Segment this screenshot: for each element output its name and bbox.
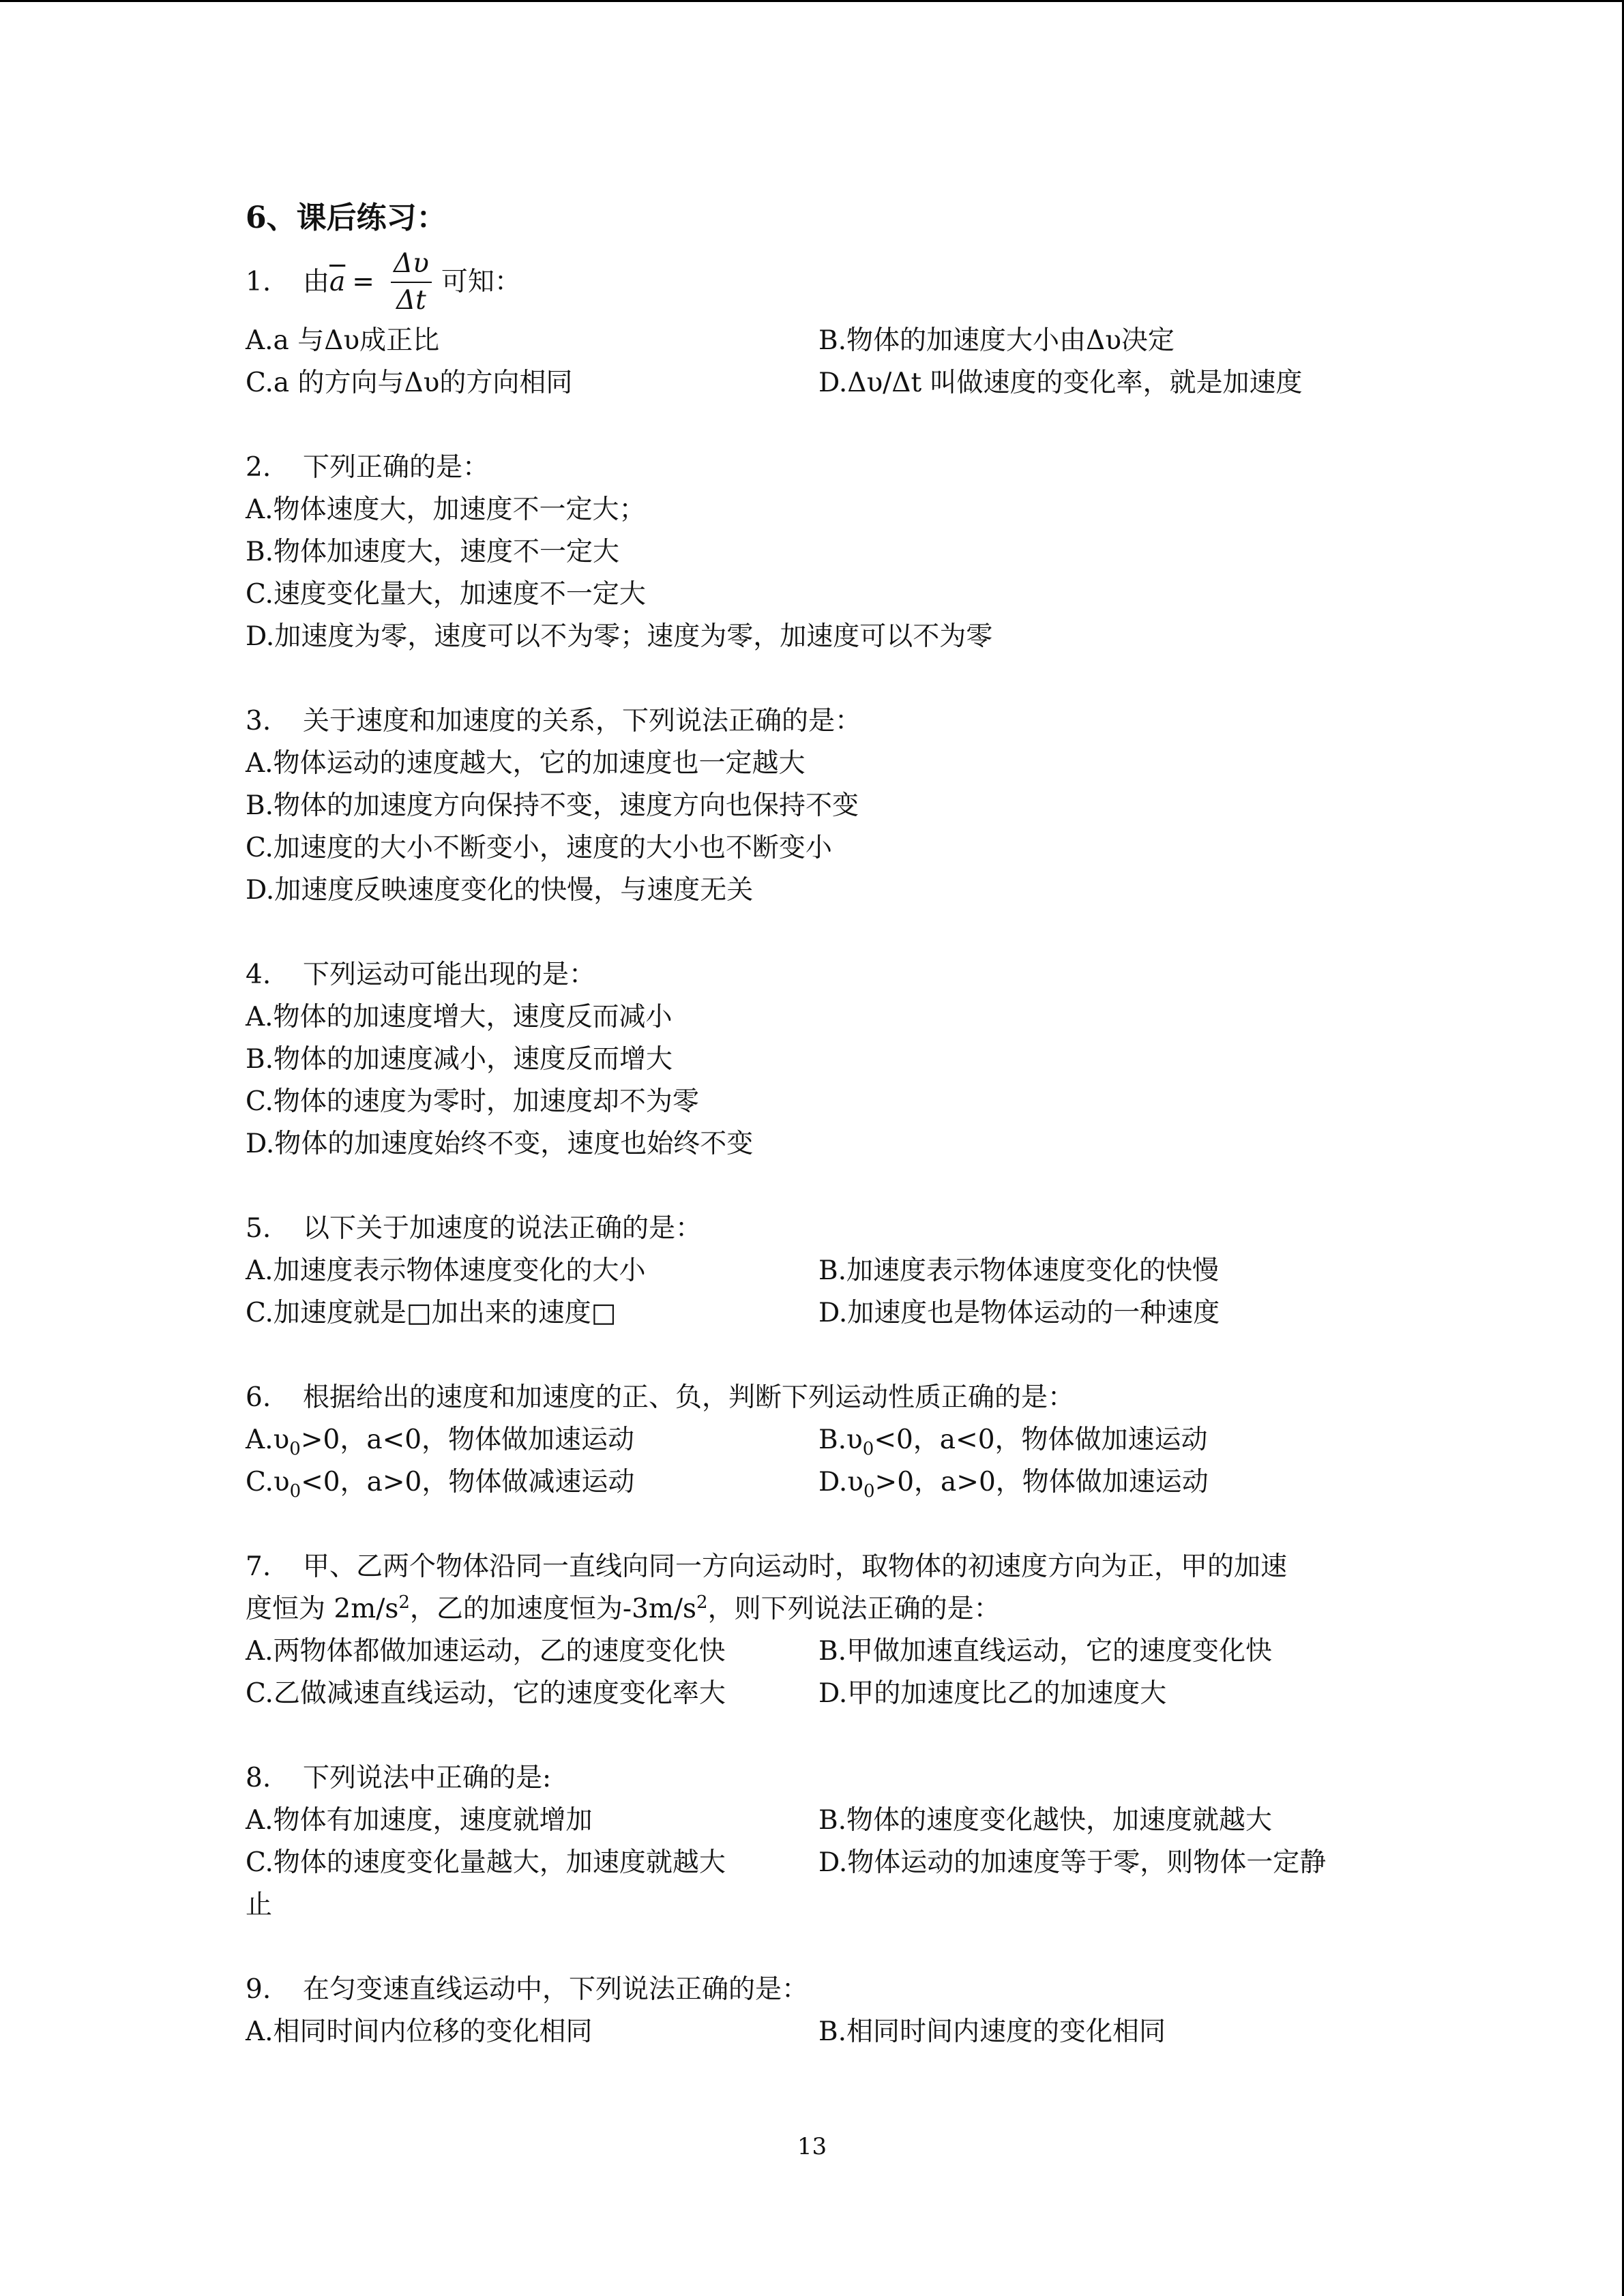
question-text: 以下关于加速度的说法正确的是： [303,1213,703,1244]
option-b: B.相同时间内速度的变化相同 [818,2016,1166,2047]
option-d: D.加速度为零，速度可以不为零；速度为零，加速度可以不为零 [246,621,993,652]
question-9-stem [246,1969,1378,2011]
options [246,2011,1378,2053]
option-a: A.相同时间内位移的变化相同 [246,2016,593,2047]
question-3-stem [246,700,1378,743]
option-a: A.物体的加速度增大，速度反而减小 [246,1002,673,1032]
question-1 [246,245,1378,404]
formula-average-acceleration: $\overline{a}$ [329,267,346,297]
option-c: C.乙做减速直线运动，它的速度变化率大 [246,1678,726,1709]
option-b: B.物体加速度大，速度不一定大 [246,537,620,567]
question-number: 9. [246,1974,271,2005]
formula-denominator: Δt [391,282,432,318]
question-8-stem [246,1757,1378,1800]
options [246,489,1378,658]
question-4 [246,954,1378,1165]
option-d: D.加速度也是物体运动的一种速度 [818,1298,1220,1328]
formula-equals: = [352,267,374,297]
question-text: 在匀变速直线运动中，下列说法正确的是： [303,1974,809,2005]
option-b: B.加速度表示物体速度变化的快慢 [818,1255,1220,1286]
question-number: 4. [246,959,271,990]
option-c: C.物体的速度变化量越大，加速度就越大 [246,1847,726,1878]
question-6 [246,1377,1378,1504]
option-d: D.Δυ/Δt 叫做速度的变化率，就是加速度 [818,368,1303,398]
formula-suffix: 可知： [441,267,521,297]
question-number: 2. [246,452,271,483]
option-b: B.物体的加速度方向保持不变，速度方向也保持不变 [246,790,859,821]
question-5-stem [246,1208,1378,1250]
option-a: $A.\upsilon_0>0$，a<0，物体做加速运动 [246,1425,635,1459]
question-text-line-2: 度恒为 $2m/s^2$，乙的加速度恒为$-3m/s^2$，则下列说法正确的是： [246,1592,1001,1624]
formula-numerator: Δυ [393,248,429,279]
option-a: A.物体运动的速度越大，它的加速度也一定越大 [246,748,806,779]
options [246,1250,1378,1335]
option-a: A.物体有加速度，速度就增加 [246,1805,593,1836]
question-text: 关于速度和加速度的关系，下列说法正确的是： [303,706,862,736]
question-number: 6. [246,1382,271,1413]
question-5 [246,1208,1378,1335]
formula-prefix: 由 [303,267,330,297]
question-7-stem [246,1546,1378,1630]
options [246,1800,1378,1884]
option-b: B.物体的加速度减小，速度反而增大 [246,1044,673,1075]
page-number: 13 [797,2133,827,2160]
option-c: $C.\upsilon_0<0$，a>0，物体做减速运动 [246,1467,635,1502]
question-number: 7. [246,1551,271,1582]
option-d: D.加速度反映速度变化的快慢，与速度无关 [246,875,754,906]
options [246,996,1378,1165]
option-d: D.物体的加速度始终不变，速度也始终不变 [246,1129,754,1159]
question-7 [246,1546,1378,1715]
question-8 [246,1757,1378,1926]
question-9 [246,1969,1378,2053]
question-number: 5. [246,1213,271,1244]
option-b: $B.\upsilon_0<0$，a<0，物体做加速运动 [818,1425,1208,1459]
exercise-content [246,194,1378,2096]
option-d: $D.\upsilon_0>0$，a>0，物体做加速运动 [818,1467,1209,1502]
options [246,1419,1378,1504]
question-text: 下列运动可能出现的是： [303,959,596,990]
option-d-continuation: 止 [246,1890,273,1920]
options [246,743,1378,912]
question-text-line-1: 甲、乙两个物体沿同一直线向同一方向运动时，取物体的初速度方向为正，甲的加速 [303,1551,1288,1582]
section-title: 6、课后练习： [246,200,447,235]
question-number: 3. [246,706,271,736]
options [246,1630,1378,1715]
question-3 [246,700,1378,912]
option-c: C.加速度的大小不断变小，速度的大小也不断变小 [246,833,832,863]
question-1-stem [246,245,1378,320]
option-b: B.甲做加速直线运动，它的速度变化快 [818,1636,1273,1667]
question-2 [246,447,1378,658]
option-d: D.甲的加速度比乙的加速度大 [818,1678,1167,1709]
option-c: C.物体的速度为零时，加速度却不为零 [246,1086,699,1117]
option-c: C.速度变化量大，加速度不一定大 [246,579,646,610]
option-b: B.物体的加速度大小由Δυ决定 [818,325,1175,356]
option-a: A.两物体都做加速运动，乙的速度变化快 [246,1636,726,1667]
option-a: A.a 与Δυ成正比 [246,325,440,356]
option-a: A.加速度表示物体速度变化的大小 [246,1255,646,1286]
options [246,320,1378,404]
question-6-stem [246,1377,1378,1419]
formula-fraction [388,246,434,318]
question-text: 下列说法中正确的是: [303,1763,552,1793]
option-b: B.物体的速度变化越快，加速度就越大 [818,1805,1273,1836]
option-a: A.物体速度大，加速度不一定大； [246,494,646,525]
question-2-stem [246,447,1378,489]
question-number: 1. [246,267,271,297]
option-c: C.加速度就是□加出来的速度□ [246,1298,617,1328]
question-text: 下列正确的是： [303,452,490,483]
question-number: 8. [246,1763,271,1793]
option-c: C.a 的方向与Δυ的方向相同 [246,368,573,398]
option-d: D.物体运动的加速度等于零，则物体一定静 [818,1847,1327,1878]
question-4-stem [246,954,1378,996]
question-text: 根据给出的速度和加速度的正、负，判断下列运动性质正确的是： [303,1382,1075,1413]
